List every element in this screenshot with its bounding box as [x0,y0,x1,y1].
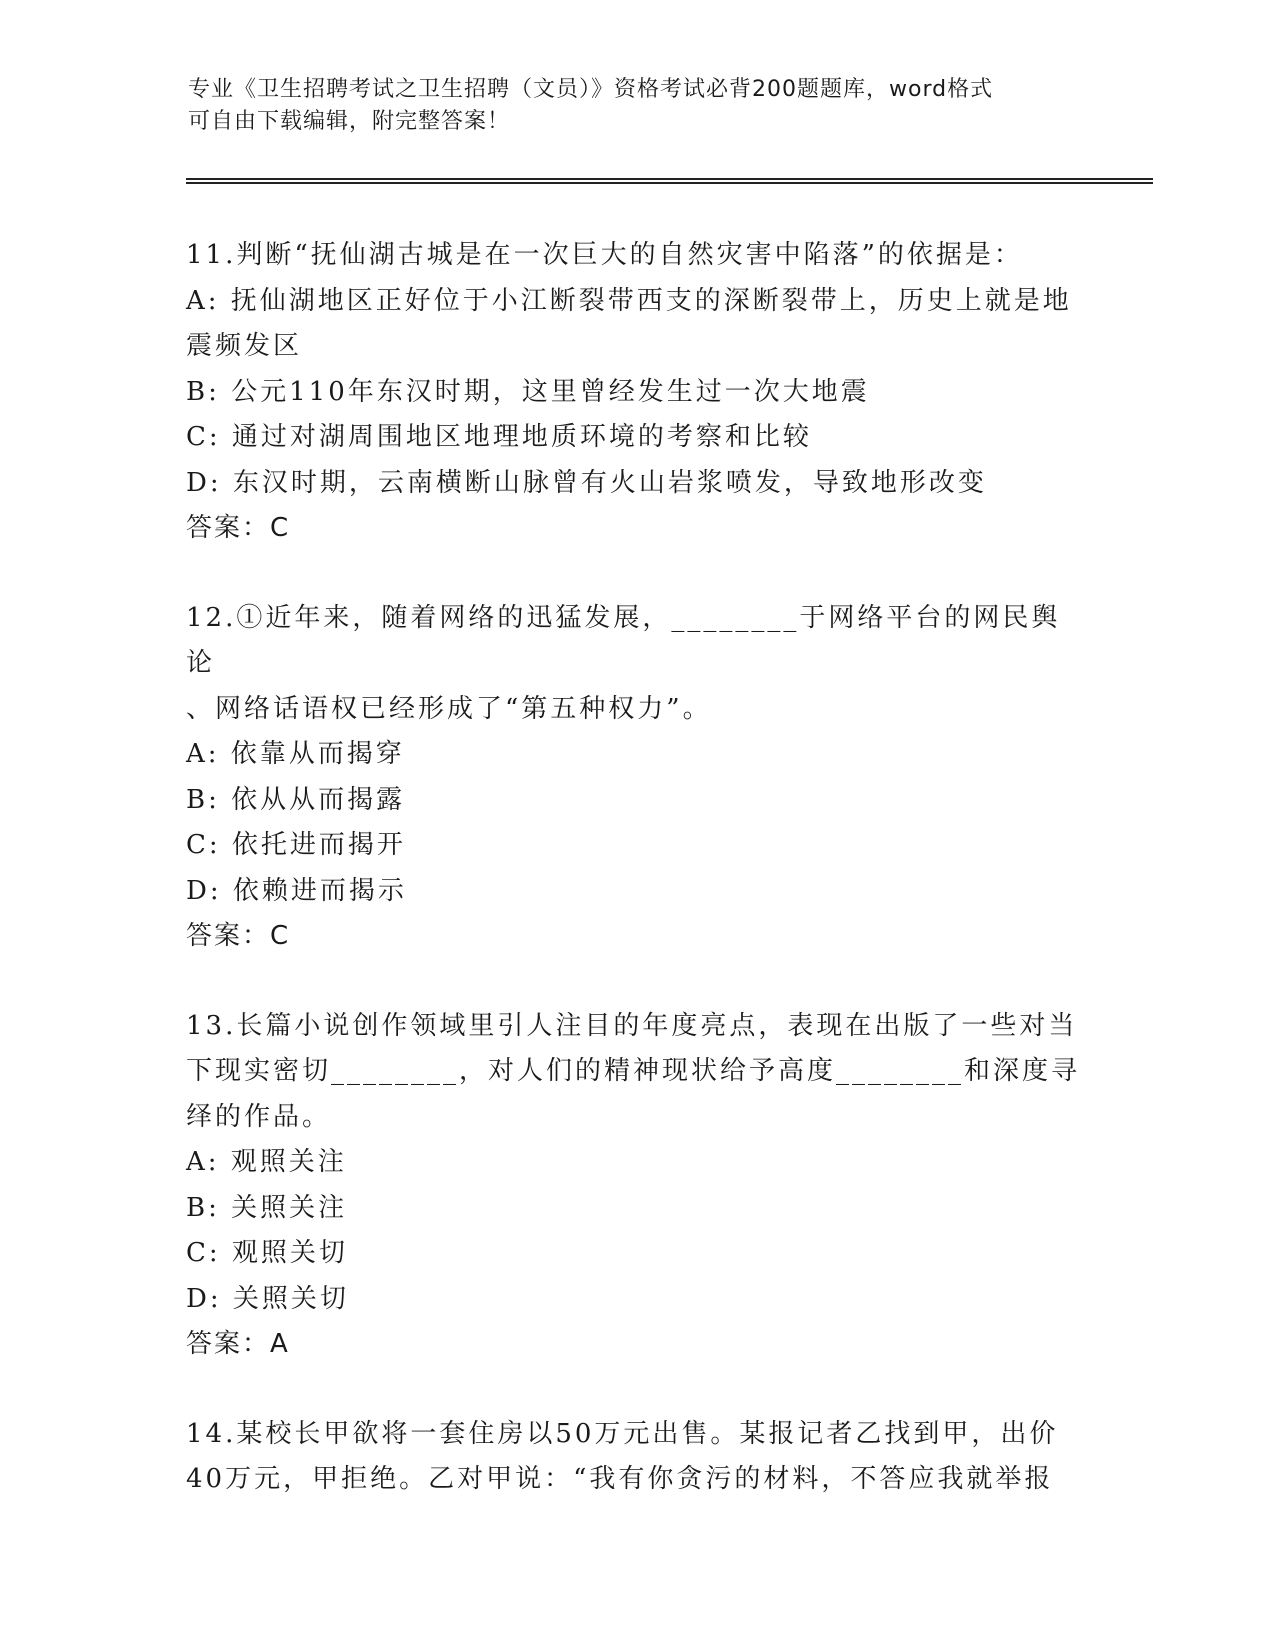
answer-label: 答案：C [186,513,291,543]
question-stem-continued: 、网络话语权已经形成了“第五种权力”。 [186,693,712,724]
option-a-continued: 震频发区 [186,331,303,361]
question-stem-continued: 下现实密切________，对人们的精神现状给予高度________和深度寻 [186,1056,1081,1086]
question-stem: 14.某校长甲欲将一套住房以50万元出售。某报记者乙找到甲，出价 [186,1418,1059,1449]
question-list [186,233,1081,1547]
option-d: D: 关照关切 [186,1283,349,1314]
question-stem: 13.长篇小说创作领域里引人注目的年度亮点，表现在出版了一些对当 [186,1010,1078,1041]
question-13 [186,1004,1081,1368]
option-d: D: 依赖进而揭示 [186,875,407,906]
answer-label: 答案：C [186,921,291,951]
option-c: C: 通过对湖周围地区地理地质环境的考察和比较 [186,422,812,452]
question-stem-continued: 40万元，甲拒绝。乙对甲说：“我有你贪污的材料，不答应我就举报 [186,1464,1054,1494]
option-d: D: 东汉时期，云南横断山脉曾有火山岩浆喷发，导致地形改变 [186,467,987,498]
question-11 [186,233,1081,552]
option-b: B: 依从从而揭露 [186,784,406,815]
option-c: C: 依托进而揭开 [186,830,406,860]
header-title-line-2: 可自由下载编辑，附完整答案！ [188,109,511,134]
option-b: B: 关照关注 [186,1192,348,1223]
option-b: B: 公元110年东汉时期，这里曾经发生过一次大地震 [186,376,870,407]
option-a: A: 依靠从而揭穿 [186,739,405,769]
option-a: A: 抚仙湖地区正好位于小江断裂带西支的深断裂带上，历史上就是地 [186,285,1072,316]
question-stem: 11.判断“抚仙湖古城是在一次巨大的自然灾害中陷落”的依据是： [186,240,1023,270]
header-divider [186,178,1153,184]
question-stem-continued: 绎的作品。 [186,1101,332,1132]
answer-label: 答案：A [186,1329,290,1359]
document-header [188,74,1068,138]
option-c: C: 观照关切 [186,1238,348,1268]
option-a: A: 观照关注 [186,1147,347,1177]
question-14 [186,1412,1081,1503]
question-12 [186,596,1081,960]
header-title-line-1: 专业《卫生招聘考试之卫生招聘（文员）》资格考试必背200题题库，word格式 [188,77,994,102]
question-stem: 12.①近年来，随着网络的迅猛发展，________于网络平台的网民舆论 [186,602,1061,678]
